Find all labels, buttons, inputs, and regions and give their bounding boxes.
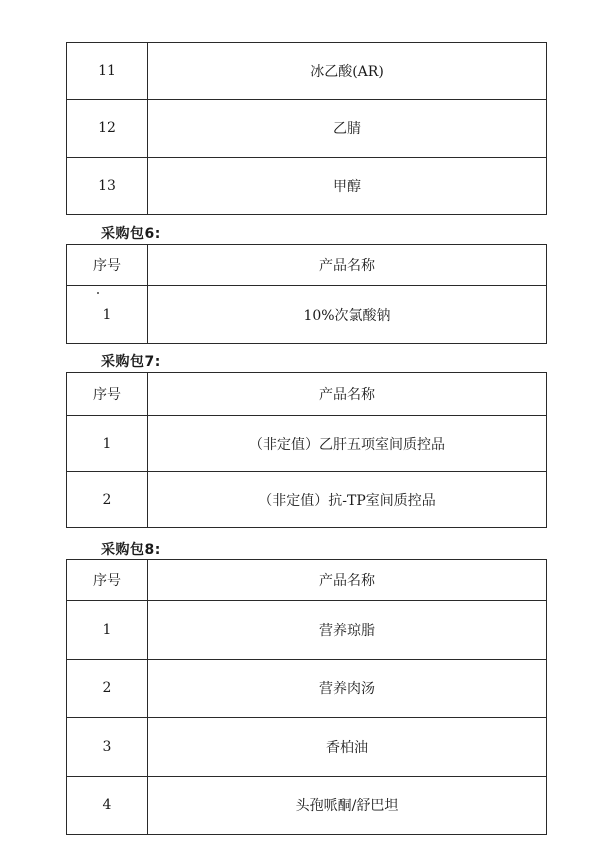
product-name: 头孢哌酮/舒巴坦 <box>148 776 547 835</box>
product-name: （非定值）抗-TP室间质控品 <box>148 472 547 528</box>
row-number: 4 <box>67 776 148 835</box>
table-row <box>67 157 547 214</box>
product-name: 10%次氯酸钠 <box>148 286 547 344</box>
table-header-row <box>67 373 547 416</box>
package-7-table <box>66 372 547 528</box>
product-name: 乙腈 <box>148 100 547 157</box>
header-product-name: 产品名称 <box>148 245 547 286</box>
table-row <box>67 100 547 157</box>
table-row <box>67 286 547 344</box>
row-number: 2 <box>67 659 148 718</box>
table-row <box>67 43 547 100</box>
package-7-heading: 采购包7: <box>101 354 161 370</box>
row-number: 2 <box>67 472 148 528</box>
scan-speck <box>97 292 99 294</box>
row-number: 1 <box>67 601 148 660</box>
table-row <box>67 659 547 718</box>
row-number: 1 <box>67 286 148 344</box>
row-number: 13 <box>67 157 148 214</box>
package-8-heading: 采购包8: <box>101 542 161 558</box>
header-product-name: 产品名称 <box>148 373 547 416</box>
header-number: 序号 <box>67 560 148 601</box>
row-number: 11 <box>67 43 148 100</box>
table-row <box>67 718 547 777</box>
table-row <box>67 776 547 835</box>
product-name: 营养肉汤 <box>148 659 547 718</box>
table-row <box>67 601 547 660</box>
row-number: 12 <box>67 100 148 157</box>
header-number: 序号 <box>67 373 148 416</box>
table-header-row <box>67 560 547 601</box>
product-name: 营养琼脂 <box>148 601 547 660</box>
package-8-table <box>66 559 547 835</box>
header-product-name: 产品名称 <box>148 560 547 601</box>
table-row <box>67 472 547 528</box>
product-name: 香柏油 <box>148 718 547 777</box>
product-name: （非定值）乙肝五项室间质控品 <box>148 416 547 472</box>
row-number: 1 <box>67 416 148 472</box>
row-number: 3 <box>67 718 148 777</box>
package-6-table <box>66 244 547 344</box>
product-name: 冰乙酸(AR) <box>148 43 547 100</box>
continued-product-table <box>66 42 547 215</box>
product-name: 甲醇 <box>148 157 547 214</box>
header-number: 序号 <box>67 245 148 286</box>
table-row <box>67 416 547 472</box>
table-header-row <box>67 245 547 286</box>
package-6-heading: 采购包6: <box>101 226 161 242</box>
